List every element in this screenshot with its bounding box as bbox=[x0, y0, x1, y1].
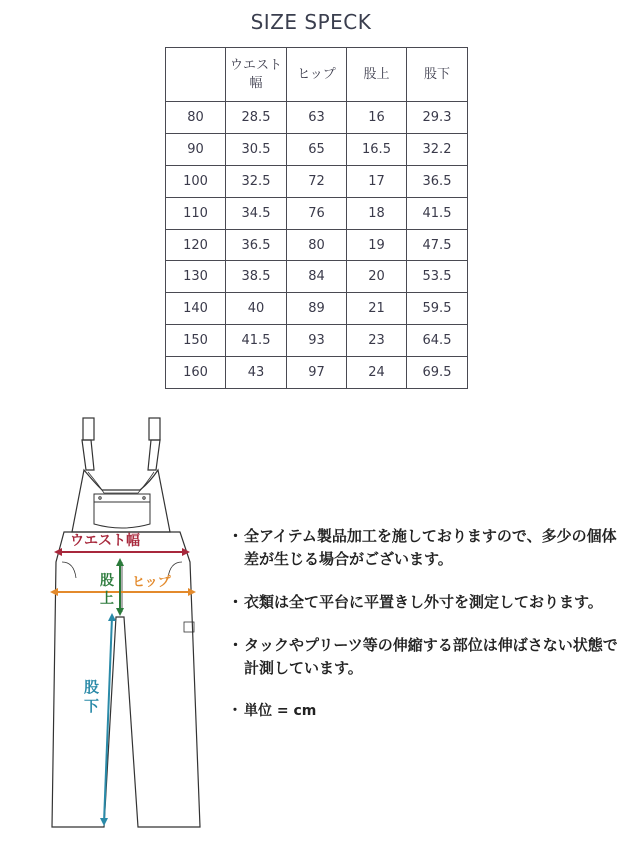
table-cell: 110 bbox=[166, 197, 226, 229]
table-cell: 18 bbox=[347, 197, 407, 229]
inseam-arrow bbox=[104, 617, 112, 822]
table-cell: 41.5 bbox=[407, 197, 468, 229]
table-row bbox=[166, 261, 468, 293]
table-cell: 41.5 bbox=[226, 325, 287, 357]
rise-label-2: 上 bbox=[100, 591, 114, 607]
table-row bbox=[166, 325, 468, 357]
table-row bbox=[166, 165, 468, 197]
table-cell: 90 bbox=[166, 133, 226, 165]
table-cell: 69.5 bbox=[407, 357, 468, 389]
table-cell: 80 bbox=[287, 229, 347, 261]
table-cell: 130 bbox=[166, 261, 226, 293]
table-cell: 53.5 bbox=[407, 261, 468, 293]
note-item bbox=[228, 525, 618, 571]
bullet: ・ bbox=[228, 636, 244, 654]
waist-label: ウエスト幅 bbox=[70, 533, 140, 549]
table-cell: 59.5 bbox=[407, 293, 468, 325]
note-text: 単位 = cm bbox=[244, 703, 317, 719]
rise-arrow-head-top bbox=[116, 558, 124, 566]
note-item bbox=[228, 634, 618, 680]
note-text: 衣類は全て平台に平置きし外寸を測定しております。 bbox=[244, 593, 603, 611]
table-cell: 63 bbox=[287, 102, 347, 134]
table-cell: 17 bbox=[347, 165, 407, 197]
note-item bbox=[228, 591, 618, 614]
table-row bbox=[166, 357, 468, 389]
table-cell: 16 bbox=[347, 102, 407, 134]
table-cell: 28.5 bbox=[226, 102, 287, 134]
bib-outline bbox=[72, 470, 170, 532]
table-cell: 84 bbox=[287, 261, 347, 293]
table-cell: 97 bbox=[287, 357, 347, 389]
table-row bbox=[166, 133, 468, 165]
note-item bbox=[228, 700, 618, 723]
header-size bbox=[166, 48, 226, 102]
table-cell: 40 bbox=[226, 293, 287, 325]
table-cell: 32.2 bbox=[407, 133, 468, 165]
table-cell: 36.5 bbox=[407, 165, 468, 197]
rise-label-1: 股 bbox=[100, 573, 114, 589]
table-cell: 120 bbox=[166, 229, 226, 261]
header-rise: 股上 bbox=[347, 48, 407, 102]
table-cell: 64.5 bbox=[407, 325, 468, 357]
header-inseam: 股下 bbox=[407, 48, 468, 102]
size-table bbox=[165, 47, 468, 389]
table-cell: 19 bbox=[347, 229, 407, 261]
inseam-label-2: 下 bbox=[84, 697, 100, 715]
table-cell: 29.3 bbox=[407, 102, 468, 134]
inseam-arrow-head-top bbox=[108, 613, 116, 621]
bullet: ・ bbox=[228, 527, 244, 545]
header-hip: ヒップ bbox=[287, 48, 347, 102]
note-text: タックやプリーツ等の伸縮する部位は伸ばさない状態で計測しています。 bbox=[244, 636, 618, 677]
table-row bbox=[166, 102, 468, 134]
bullet: ・ bbox=[228, 593, 244, 611]
table-cell: 43 bbox=[226, 357, 287, 389]
overalls-body bbox=[52, 532, 200, 827]
table-cell: 93 bbox=[287, 325, 347, 357]
bib-pocket bbox=[94, 494, 150, 528]
table-cell: 65 bbox=[287, 133, 347, 165]
notes-list bbox=[228, 525, 618, 743]
table-cell: 76 bbox=[287, 197, 347, 229]
bullet: ・ bbox=[228, 703, 242, 719]
overalls-diagram bbox=[40, 412, 230, 840]
strap-left bbox=[82, 418, 94, 470]
table-cell: 23 bbox=[347, 325, 407, 357]
table-cell: 30.5 bbox=[226, 133, 287, 165]
table-cell: 21 bbox=[347, 293, 407, 325]
strap-right bbox=[148, 418, 160, 470]
rise-arrow-head-bottom bbox=[116, 608, 124, 616]
table-row bbox=[166, 229, 468, 261]
note-text: 全アイテム製品加工を施しておりますので、多少の個体差が生じる場合がございます。 bbox=[244, 527, 617, 568]
inseam-arrow-head-bottom bbox=[100, 818, 108, 826]
table-cell: 32.5 bbox=[226, 165, 287, 197]
table-cell: 150 bbox=[166, 325, 226, 357]
table-cell: 72 bbox=[287, 165, 347, 197]
table-cell: 160 bbox=[166, 357, 226, 389]
table-cell: 24 bbox=[347, 357, 407, 389]
table-cell: 16.5 bbox=[347, 133, 407, 165]
table-cell: 34.5 bbox=[226, 197, 287, 229]
table-cell: 36.5 bbox=[226, 229, 287, 261]
table-cell: 38.5 bbox=[226, 261, 287, 293]
table-cell: 89 bbox=[287, 293, 347, 325]
table-cell: 20 bbox=[347, 261, 407, 293]
table-row bbox=[166, 293, 468, 325]
table-cell: 47.5 bbox=[407, 229, 468, 261]
hip-arrow-head-right bbox=[188, 588, 196, 596]
table-cell: 100 bbox=[166, 165, 226, 197]
hip-label: ヒップ bbox=[132, 575, 171, 590]
table-row bbox=[166, 197, 468, 229]
inseam-label-1: 股 bbox=[84, 678, 100, 696]
table-cell: 80 bbox=[166, 102, 226, 134]
header-waist-text: ウエスト 幅 bbox=[229, 57, 282, 91]
table-header-row bbox=[166, 48, 468, 102]
table-cell: 140 bbox=[166, 293, 226, 325]
hip-arrow-head-left bbox=[50, 588, 58, 596]
front-pocket-left bbox=[62, 562, 76, 578]
page-title: SIZE SPECK bbox=[250, 10, 372, 34]
header-waist bbox=[226, 48, 287, 102]
